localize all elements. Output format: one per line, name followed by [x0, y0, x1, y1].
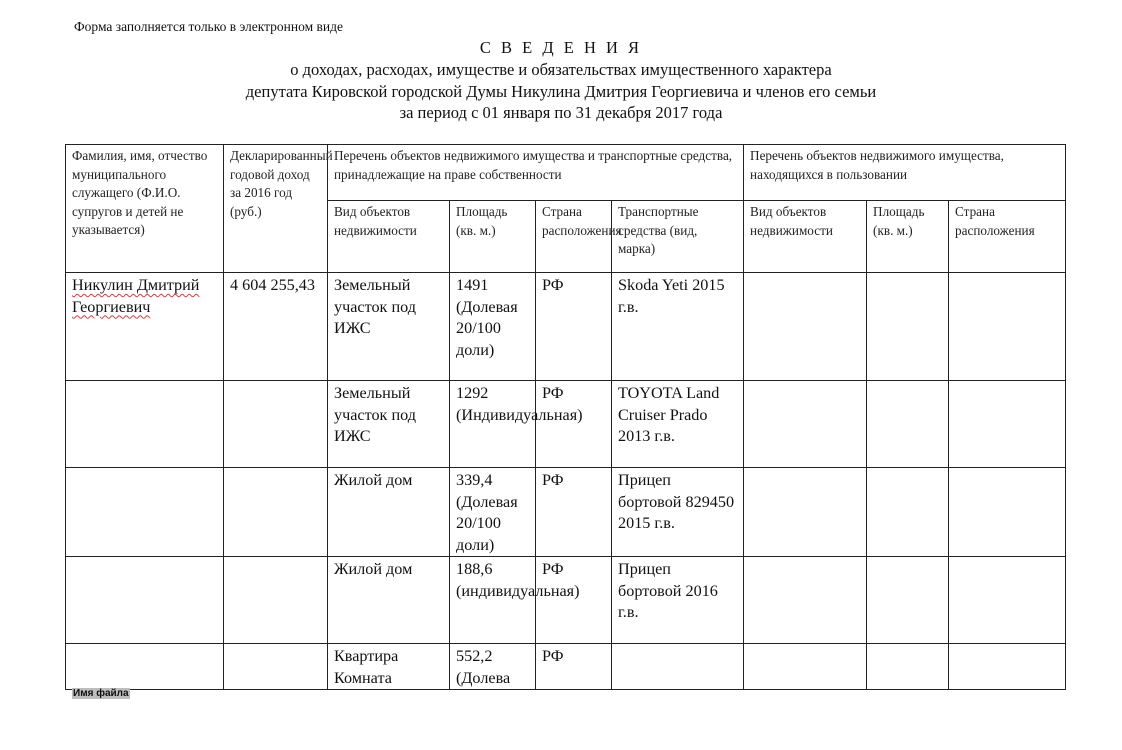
- cell-name: [66, 557, 224, 644]
- cell-used-area: [867, 381, 949, 468]
- cell-income: [224, 644, 328, 690]
- cell-used-type: [744, 557, 867, 644]
- cell-area-text: 552,2 (Долева: [456, 647, 511, 687]
- cell-used-type: [744, 468, 867, 557]
- cell-used-country: [949, 557, 1066, 644]
- header-name-text: Фамилия, имя, отчество муниципального служащего (Ф.И.О. супругов и детей не указывается): [72, 148, 208, 237]
- header-used-group-text: Перечень объектов недвижимого имущества, находящихся в пользовании: [750, 148, 1004, 182]
- cell-name: [66, 381, 224, 468]
- cell-property-type: Земельный участок под ИЖС: [328, 273, 450, 381]
- cell-name: [66, 644, 224, 690]
- header-used-type: Вид объектов недвижимости: [744, 201, 867, 273]
- table-row: [66, 644, 1066, 690]
- header-owned-group: [328, 145, 744, 201]
- cell-area: [450, 644, 536, 690]
- cell-property-type: Земельный участок под ИЖС: [328, 381, 450, 468]
- table-row: [66, 557, 1066, 644]
- cell-area: 339,4 (Долевая 20/100 доли): [450, 468, 536, 557]
- header-owned-group-text: Перечень объектов недвижимого имущества и транспортные средства, принадлежащие на праве собственности: [334, 148, 733, 182]
- header-used-country: Страна расположения: [949, 201, 1066, 273]
- header-used-group: [744, 145, 1066, 201]
- cell-used-country: [949, 644, 1066, 690]
- header-owned-area: Площадь (кв. м.): [450, 201, 536, 273]
- cell-vehicle: [612, 644, 744, 690]
- cell-property-type: Жилой дом: [328, 468, 450, 557]
- cell-used-area: [867, 273, 949, 381]
- cell-vehicle: TOYOTA Land Cruiser Prado 2013 г.в.: [612, 381, 744, 468]
- header-income-text: Декларированный годовой доход за 2016 год (руб.): [230, 148, 333, 219]
- cell-vehicle: Прицеп бортовой 829450 2015 г.в.: [612, 468, 744, 557]
- form-note: Форма заполняется только в электронном виде: [74, 19, 344, 34]
- cell-name-text: Никулин Дмитрий Георгиевич: [72, 276, 200, 316]
- cell-name: [66, 468, 224, 557]
- cell-used-area: [867, 468, 949, 557]
- cell-used-country: [949, 468, 1066, 557]
- header-vehicles: Транспортные средства (вид, марка): [612, 201, 744, 273]
- document-subject: депутата Кировской городской Думы Никулина Дмитрия Георгиевича и членов его семьи: [245, 82, 877, 101]
- cell-used-area: [867, 557, 949, 644]
- cell-income: [224, 557, 328, 644]
- header-used-area: Площадь (кв. м.): [867, 201, 949, 273]
- cell-used-type: [744, 644, 867, 690]
- declaration-table: [65, 144, 1066, 690]
- header-row: [66, 145, 1066, 201]
- cell-area: 188,6 (индивидуальная): [450, 557, 536, 644]
- table-row: [66, 381, 1066, 468]
- cell-country: РФ: [536, 273, 612, 381]
- cell-country: РФ: [536, 468, 612, 557]
- cell-property-type: Жилой дом: [328, 557, 450, 644]
- cell-country: РФ: [536, 644, 612, 690]
- table-row: [66, 468, 1066, 557]
- cell-property-type: Квартира Комната: [328, 644, 450, 690]
- header-income: [224, 145, 333, 273]
- cell-used-type: [744, 273, 867, 381]
- cell-area: 1292 (Индивидуальная): [450, 381, 536, 468]
- cell-income: [224, 381, 328, 468]
- cell-vehicle: Прицеп бортовой 2016 г.в.: [612, 557, 744, 644]
- cell-country: РФ: [536, 557, 612, 644]
- table-row: [66, 273, 1066, 381]
- header-owned-country: Страна расположения: [536, 201, 612, 273]
- cell-income: [224, 468, 328, 557]
- cell-vehicle: Skoda Yeti 2015 г.в.: [612, 273, 744, 381]
- cell-used-country: [949, 273, 1066, 381]
- cell-used-type: [744, 381, 867, 468]
- header-name: [66, 145, 224, 273]
- document-subtitle: о доходах, расходах, имуществе и обязательствах имущественного характера: [290, 60, 832, 79]
- cell-income: 4 604 255,43: [224, 273, 328, 381]
- document-title: С В Е Д Е Н И Я: [479, 38, 643, 57]
- header-owned-type: Вид объектов недвижимости: [328, 201, 450, 273]
- cell-area: 1491 (Долевая 20/100 доли): [450, 273, 536, 381]
- cell-country: РФ: [536, 381, 612, 468]
- cell-used-country: [949, 381, 1066, 468]
- filename-field: Имя файла: [73, 688, 129, 699]
- cell-name: [66, 273, 224, 381]
- cell-used-area: [867, 644, 949, 690]
- document-period: за период с 01 января по 31 декабря 2017 года: [399, 103, 723, 122]
